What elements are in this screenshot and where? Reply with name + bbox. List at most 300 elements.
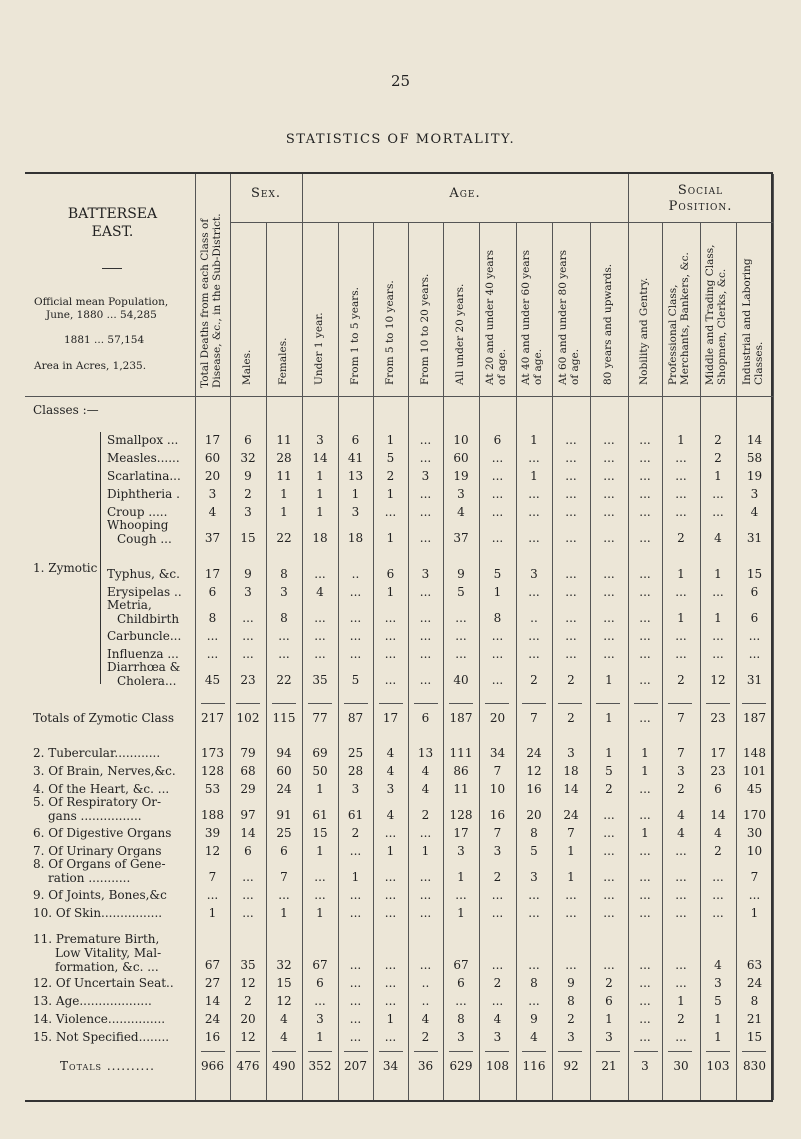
- column-header: [277, 338, 289, 385]
- disease-row-cell: ...: [639, 808, 651, 822]
- disease-row-cell: ...: [675, 844, 687, 858]
- disease-row-cell: ...: [491, 888, 504, 902]
- sum-rule: [414, 1051, 438, 1052]
- disease-row-cell: ...: [491, 994, 504, 1008]
- zymotic-row-cell: 4: [457, 505, 465, 519]
- zymotic-row-cell: ...: [565, 451, 577, 465]
- zymotic-row-cell: ...: [314, 629, 326, 643]
- disease-row-cell: ...: [675, 906, 687, 920]
- disease-row-cell: 79: [240, 746, 256, 760]
- row-label-line: Totals of Zymotic Class: [33, 711, 174, 725]
- grand-total-cell: 30: [673, 1059, 689, 1073]
- sum-rule: [596, 703, 620, 704]
- zymotic-row-cell: 8: [208, 611, 217, 625]
- group-age: Age.: [449, 186, 481, 201]
- disease-row-cell: 6: [457, 976, 465, 990]
- disease-row-cell: 4: [421, 1012, 430, 1026]
- zymotic-row-cell: ...: [603, 629, 615, 643]
- column-header: [454, 284, 466, 385]
- zymotic-row-cell: 9: [244, 469, 252, 483]
- zymotic-row-cell: 2: [530, 673, 538, 687]
- zymotic-total-cell: 187: [743, 711, 766, 725]
- disease-row-cell: ...: [314, 888, 326, 902]
- disease-row-cell: 24: [526, 746, 542, 760]
- sum-rule: [201, 1051, 225, 1052]
- zymotic-total-cell: 1: [605, 711, 613, 725]
- zymotic-row-cell: 1: [386, 433, 395, 447]
- disease-row-cell: ...: [565, 906, 577, 920]
- disease-row-cell: 21: [746, 1012, 763, 1026]
- zymotic-row-cell: 37: [204, 531, 221, 545]
- row-label-line: Scarlatina...: [107, 469, 181, 483]
- disease-row-cell: 2: [605, 782, 613, 796]
- disease-row-cell: 24: [563, 808, 579, 822]
- row-label-line: Metria,: [107, 598, 152, 612]
- grand-total-cell: 103: [706, 1059, 730, 1073]
- zymotic-total-cell: 87: [347, 711, 364, 725]
- zymotic-row-cell: 5: [493, 567, 502, 581]
- row-label-line: formation, &c. ...: [55, 960, 159, 974]
- disease-row-cell: 101: [743, 764, 766, 778]
- row-label-line: 5. Of Respiratory Or-: [33, 795, 162, 809]
- disease-row-cell: 2: [421, 1030, 430, 1044]
- zymotic-row-cell: 31: [746, 673, 763, 687]
- row-label-line: Cholera...: [117, 674, 177, 688]
- disease-row-cell: 12: [204, 844, 221, 858]
- row-label-line: 14. Violence...............: [33, 1012, 166, 1026]
- row-rule: [628, 222, 773, 223]
- disease-row-cell: ...: [639, 844, 651, 858]
- column-header: [741, 258, 765, 385]
- disease-row-cell: 188: [201, 808, 224, 822]
- zymotic-row-cell: ...: [528, 585, 540, 599]
- row-label-line: Low Vitality, Mal-: [55, 946, 162, 960]
- zymotic-row-cell: ...: [528, 505, 540, 519]
- disease-row-cell: ...: [565, 888, 577, 902]
- zymotic-row-cell: ...: [675, 629, 687, 643]
- sum-rule: [236, 703, 260, 704]
- disease-row-cell: 4: [421, 782, 430, 796]
- zymotic-row-cell: 6: [208, 585, 217, 599]
- disease-row-cell: 1: [677, 994, 685, 1008]
- zymotic-row-cell: ...: [314, 611, 326, 625]
- disease-row-cell: 16: [204, 1030, 221, 1044]
- zymotic-row-cell: 17: [204, 567, 221, 581]
- zymotic-row-cell: 1: [605, 673, 613, 687]
- sum-rule: [449, 703, 473, 704]
- zymotic-row-label: [107, 567, 197, 581]
- disease-row-cell: 3: [386, 782, 395, 796]
- sum-rule: [308, 1051, 332, 1052]
- zymotic-row-cell: ...: [639, 433, 651, 447]
- column-header: [384, 280, 396, 385]
- disease-row-cell: ...: [675, 958, 687, 972]
- district-name-line2: EAST.: [91, 224, 134, 240]
- sum-rule: [596, 1051, 620, 1052]
- zymotic-row-cell: 3: [244, 505, 252, 519]
- grand-total-cell: 207: [344, 1059, 367, 1073]
- disease-row-label: [33, 764, 193, 778]
- zymotic-row-cell: 40: [453, 673, 469, 687]
- group-social-position: [628, 183, 773, 215]
- population-label: Official mean Population,: [34, 296, 169, 308]
- zymotic-row-cell: 2: [244, 487, 252, 501]
- disease-row-cell: ...: [314, 994, 326, 1008]
- disease-row-cell: 60: [276, 764, 292, 778]
- zymotic-row-cell: 15: [746, 567, 763, 581]
- disease-row-cell: 10: [746, 844, 763, 858]
- zymotic-row-cell: 1: [530, 433, 538, 447]
- disease-row-cell: 14: [710, 808, 726, 822]
- zymotic-row-cell: 3: [421, 567, 430, 581]
- disease-row-cell: 2: [567, 1012, 575, 1026]
- zymotic-row-cell: 2: [677, 531, 685, 545]
- disease-row-cell: ...: [349, 994, 362, 1008]
- zymotic-row-cell: ...: [419, 451, 432, 465]
- disease-row-cell: 15: [276, 976, 292, 990]
- disease-row-cell: 12: [526, 764, 542, 778]
- disease-row-cell: 170: [743, 808, 766, 822]
- grand-total-cell: 352: [308, 1059, 332, 1073]
- column-rule: [773, 174, 774, 1100]
- disease-row-cell: 1: [386, 1012, 395, 1026]
- disease-row-cell: 12: [240, 976, 256, 990]
- disease-row-cell: 20: [526, 808, 542, 822]
- column-header-line: of age.: [532, 348, 544, 385]
- disease-row-cell: ...: [242, 870, 254, 884]
- zymotic-row-cell: 2: [677, 673, 685, 687]
- zymotic-row-cell: ...: [712, 487, 724, 501]
- disease-row-cell: ...: [419, 888, 432, 902]
- row-label-line: 10. Of Skin................: [33, 906, 163, 920]
- zymotic-row-cell: ...: [675, 487, 687, 501]
- zymotic-row-cell: ...: [491, 629, 504, 643]
- column-header: [484, 250, 508, 385]
- zymotic-row-cell: ...: [419, 531, 432, 545]
- zymotic-row-cell: ...: [528, 531, 540, 545]
- zymotic-row-cell: ...: [565, 505, 577, 519]
- disease-row-cell: 69: [312, 746, 328, 760]
- disease-row-cell: ...: [206, 888, 219, 902]
- disease-row-cell: ...: [675, 1030, 687, 1044]
- disease-row-cell: ...: [528, 906, 540, 920]
- disease-row-cell: 16: [489, 808, 506, 822]
- zymotic-row-cell: ...: [603, 611, 615, 625]
- zymotic-row-cell: ...: [603, 531, 615, 545]
- zymotic-row-cell: 6: [750, 611, 759, 625]
- disease-row-cell: 67: [453, 958, 469, 972]
- disease-row-cell: 6: [244, 844, 252, 858]
- disease-row-cell: 17: [453, 826, 469, 840]
- district-name: [30, 205, 195, 241]
- column-header-line: From 1 to 5 years.: [348, 287, 361, 385]
- row-label-line: Erysipelas ..: [107, 585, 182, 599]
- zymotic-row-cell: 28: [276, 451, 292, 465]
- disease-row-cell: 14: [563, 782, 579, 796]
- disease-row-cell: 7: [567, 826, 575, 840]
- zymotic-row-cell: 32: [240, 451, 256, 465]
- disease-row-cell: 5: [530, 844, 538, 858]
- zymotic-row-cell: ...: [675, 451, 687, 465]
- zymotic-row-cell: ...: [675, 647, 687, 661]
- disease-row-cell: ...: [384, 976, 397, 990]
- disease-row-cell: 6: [714, 782, 722, 796]
- zymotic-row-cell: 12: [710, 673, 726, 687]
- zymotic-row-cell: ...: [639, 673, 651, 687]
- disease-row-cell: ...: [639, 888, 651, 902]
- disease-row-cell: ..: [421, 976, 430, 990]
- zymotic-row-cell: ...: [603, 505, 615, 519]
- sum-rule: [414, 703, 438, 704]
- row-label-line: Measles......: [107, 451, 180, 465]
- disease-row-cell: 50: [312, 764, 328, 778]
- zymotic-row-cell: ...: [639, 451, 651, 465]
- group-social-line2: Position.: [668, 199, 733, 214]
- column-header: [602, 264, 614, 385]
- zymotic-total-cell: ...: [639, 711, 651, 725]
- zymotic-row-cell: 3: [244, 585, 252, 599]
- zymotic-row-cell: ...: [419, 585, 432, 599]
- disease-row-cell: 61: [347, 808, 364, 822]
- zymotic-row-cell: 8: [280, 611, 288, 625]
- column-header-line: Industrial and Laboring: [740, 258, 753, 385]
- zymotic-row-cell: ...: [712, 647, 724, 661]
- disease-row-cell: 1: [280, 906, 288, 920]
- disease-row-cell: 24: [746, 976, 763, 990]
- disease-row-cell: 1: [714, 1012, 722, 1026]
- zymotic-total-label: [33, 711, 174, 725]
- row-label-line: Totals ..........: [60, 1059, 155, 1073]
- disease-row-cell: 1: [208, 906, 217, 920]
- zymotic-row-cell: 22: [276, 531, 292, 545]
- disease-row-cell: 23: [710, 764, 726, 778]
- zymotic-row-cell: ...: [384, 611, 397, 625]
- disease-row-cell: 3: [493, 1030, 502, 1044]
- zymotic-row-cell: 3: [316, 433, 324, 447]
- disease-row-cell: ...: [419, 958, 432, 972]
- zymotic-row-cell: ...: [455, 611, 467, 625]
- disease-row-cell: ...: [349, 888, 362, 902]
- disease-row-cell: ...: [384, 958, 397, 972]
- column-header: [199, 213, 223, 388]
- zymotic-row-cell: 8: [280, 567, 288, 581]
- zymotic-row-cell: 60: [453, 451, 469, 465]
- grand-total-cell: 629: [449, 1059, 473, 1073]
- disease-row-cell: 128: [449, 808, 473, 822]
- disease-row-cell: ..: [421, 994, 430, 1008]
- zymotic-row-cell: 1: [280, 505, 288, 519]
- disease-row-cell: 53: [204, 782, 221, 796]
- zymotic-row-label: [107, 487, 197, 501]
- disease-row-cell: 1: [316, 782, 324, 796]
- disease-row-label: [33, 888, 193, 902]
- column-header: [241, 350, 253, 385]
- row-rule: [25, 396, 773, 397]
- disease-row-cell: ...: [349, 906, 362, 920]
- zymotic-row-cell: ...: [639, 505, 651, 519]
- zymotic-row-cell: ...: [639, 487, 651, 501]
- sum-rule: [344, 1051, 368, 1052]
- disease-row-cell: 111: [449, 746, 473, 760]
- disease-row-cell: ...: [639, 782, 651, 796]
- zymotic-row-cell: 45: [204, 673, 221, 687]
- disease-row-cell: 27: [204, 976, 221, 990]
- zymotic-total-cell: 17: [382, 711, 399, 725]
- disease-row-cell: 4: [714, 826, 722, 840]
- zymotic-row-cell: ...: [603, 487, 615, 501]
- column-rule: [590, 222, 591, 1100]
- zymotic-row-cell: ...: [603, 567, 615, 581]
- disease-row-label: [33, 1012, 193, 1026]
- zymotic-row-cell: 1: [316, 487, 324, 501]
- zymotic-row-cell: ...: [565, 433, 577, 447]
- zymotic-row-cell: 11: [276, 469, 292, 483]
- disease-row-cell: 15: [746, 1030, 763, 1044]
- disease-row-cell: 14: [240, 826, 256, 840]
- disease-row-cell: 148: [743, 746, 766, 760]
- row-label-line: 9. Of Joints, Bones,&c: [33, 888, 167, 902]
- disease-row-cell: ...: [384, 906, 397, 920]
- zymotic-row-cell: 10: [453, 433, 469, 447]
- disease-row-cell: 3: [351, 782, 360, 796]
- zymotic-row-cell: 1: [714, 611, 722, 625]
- disease-row-cell: 2: [605, 976, 613, 990]
- disease-row-cell: 2: [493, 870, 502, 884]
- zymotic-row-cell: ...: [206, 629, 219, 643]
- zymotic-row-cell: ..: [530, 611, 538, 625]
- disease-row-cell: ...: [603, 888, 615, 902]
- zymotic-row-cell: ...: [528, 451, 540, 465]
- zymotic-row-cell: 2: [567, 673, 575, 687]
- zymotic-total-cell: 7: [530, 711, 538, 725]
- disease-row-cell: 2: [493, 976, 502, 990]
- zymotic-row-cell: 5: [351, 673, 360, 687]
- disease-row-cell: 86: [453, 764, 469, 778]
- sum-rule: [272, 703, 296, 704]
- grand-total-label: [60, 1059, 155, 1073]
- disease-row-cell: 7: [280, 870, 288, 884]
- disease-row-cell: 91: [276, 808, 292, 822]
- row-label-line: Typhus, &c.: [107, 567, 180, 581]
- disease-row-cell: 3: [493, 844, 502, 858]
- disease-row-cell: ...: [349, 976, 362, 990]
- row-label-line: 15. Not Specified........: [33, 1030, 170, 1044]
- zymotic-total-cell: 102: [236, 711, 260, 725]
- zymotic-row-cell: 5: [386, 451, 395, 465]
- zymotic-row-cell: ...: [565, 629, 577, 643]
- zymotic-row-cell: ...: [349, 611, 362, 625]
- disease-row-cell: ...: [278, 888, 290, 902]
- disease-row-cell: ...: [419, 906, 432, 920]
- zymotic-row-cell: ...: [349, 629, 362, 643]
- row-label-line: 2. Tubercular............: [33, 746, 161, 760]
- column-header-line: Professional Class,: [667, 284, 679, 385]
- disease-row-cell: 2: [677, 782, 685, 796]
- disease-row-cell: 12: [240, 1030, 256, 1044]
- disease-row-cell: 1: [605, 746, 613, 760]
- disease-row-cell: ...: [639, 906, 651, 920]
- zymotic-row-cell: 8: [493, 611, 502, 625]
- zymotic-row-cell: 2: [714, 451, 722, 465]
- column-header-line: Total Deaths from each Class of: [198, 218, 211, 388]
- disease-row-cell: ...: [491, 906, 504, 920]
- row-label-line: Carbuncle...: [107, 629, 182, 643]
- zymotic-total-cell: 7: [677, 711, 685, 725]
- zymotic-row-cell: ...: [639, 469, 651, 483]
- disease-row-cell: ...: [528, 958, 540, 972]
- sum-rule: [668, 703, 692, 704]
- disease-row-cell: 61: [312, 808, 328, 822]
- column-header-line: All under 20 years.: [454, 283, 466, 385]
- disease-row-cell: 7: [208, 870, 217, 884]
- disease-row-cell: 1: [750, 906, 759, 920]
- zymotic-row-cell: ...: [349, 647, 362, 661]
- disease-row-cell: 1: [641, 746, 649, 760]
- zymotic-row-cell: ...: [603, 469, 615, 483]
- zymotic-row-cell: 3: [457, 487, 465, 501]
- sum-rule: [522, 1051, 546, 1052]
- disease-row-cell: 5: [714, 994, 722, 1008]
- disease-row-cell: ...: [491, 958, 504, 972]
- zymotic-row-cell: 18: [347, 531, 364, 545]
- zymotic-row-cell: 2: [386, 469, 395, 483]
- zymotic-row-cell: 4: [316, 585, 324, 599]
- disease-row-label: [33, 932, 193, 974]
- zymotic-row-cell: 11: [276, 433, 292, 447]
- area-in-acres: Area in Acres, 1,235.: [34, 360, 147, 372]
- column-header-line: Males.: [241, 349, 253, 385]
- column-header-line: From 5 to 10 years.: [383, 280, 396, 385]
- disease-row-cell: 1: [567, 844, 575, 858]
- zymotic-row-label: [107, 585, 197, 599]
- grand-total-cell: 966: [201, 1059, 224, 1073]
- population-1881: 1881 ... 57,154: [64, 334, 145, 346]
- column-header-line: 80 years and upwards.: [602, 263, 614, 385]
- district-divider: [102, 268, 122, 269]
- zymotic-row-cell: 3: [208, 487, 217, 501]
- disease-row-cell: 1: [457, 870, 465, 884]
- zymotic-row-label: [107, 469, 197, 483]
- column-header: [419, 274, 431, 385]
- disease-row-cell: 18: [563, 764, 579, 778]
- disease-row-cell: 1: [316, 844, 324, 858]
- column-header: [638, 278, 650, 385]
- disease-row-cell: 20: [240, 1012, 256, 1026]
- zymotic-row-cell: ...: [419, 505, 432, 519]
- column-header: [520, 250, 544, 385]
- disease-row-cell: 5: [605, 764, 613, 778]
- disease-row-cell: 6: [280, 844, 288, 858]
- disease-row-cell: 1: [421, 844, 430, 858]
- disease-row-cell: 4: [386, 764, 395, 778]
- column-header-line: At 60 and under 80 years: [557, 249, 569, 385]
- zymotic-row-cell: 58: [746, 451, 763, 465]
- disease-row-cell: 2: [421, 808, 430, 822]
- zymotic-row-cell: ...: [675, 505, 687, 519]
- zymotic-row-cell: 9: [457, 567, 465, 581]
- grand-total-cell: 830: [743, 1059, 766, 1073]
- zymotic-row-cell: ...: [639, 531, 651, 545]
- zymotic-total-cell: 187: [449, 711, 473, 725]
- disease-row-cell: 1: [386, 844, 395, 858]
- disease-row-cell: 29: [240, 782, 256, 796]
- zymotic-row-cell: 2: [714, 433, 722, 447]
- page-number: 25: [390, 72, 411, 90]
- row-label-line: 6. Of Digestive Organs: [33, 826, 172, 840]
- disease-row-cell: 1: [641, 764, 649, 778]
- disease-row-cell: 4: [493, 1012, 502, 1026]
- column-header-line: Females.: [277, 337, 289, 385]
